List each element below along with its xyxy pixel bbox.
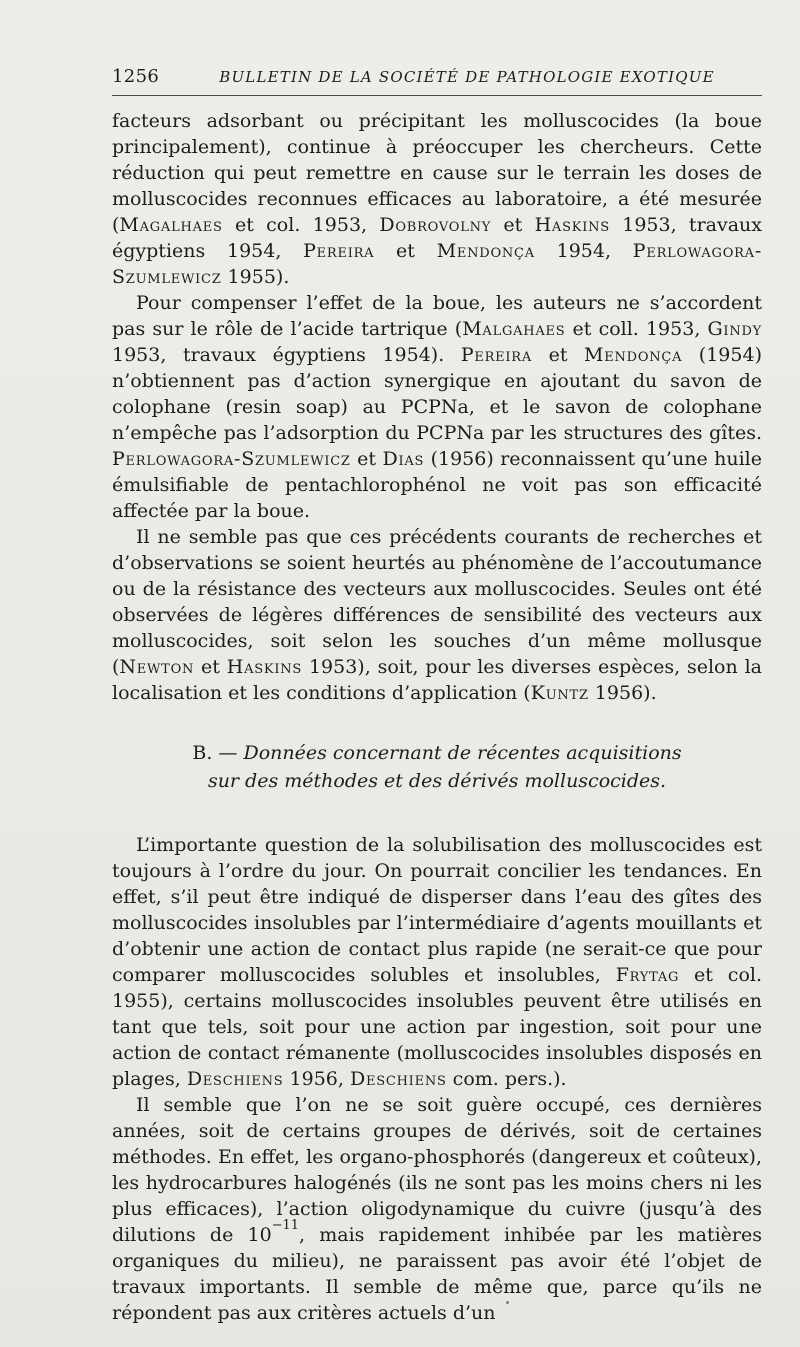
author-name: Pereira: [460, 344, 532, 366]
author-name: Mendonça: [436, 240, 535, 262]
exponent: −11: [271, 1218, 299, 1234]
section-title-line-1: Données concernant de récentes acquisitions: [243, 742, 682, 764]
paragraph-3: Il ne semble pas que ces précédents courants de recherches et d’observations se soient heurtés au phénomène de l’accoutumance ou de la résistance des vecteurs aux molluscocides. Seules ont été observées de légères différences de sensibilité des vecteurs aux molluscocides, soit selon les souches d’un même mollusque (Newton et Haskins 1953), soit, pour les diverses espèces, selon la localisation et les conditions d’application (Kuntz 1956).: [112, 526, 762, 704]
section-title-line-2: sur des méthodes et des dérivés molluscocides.: [207, 770, 667, 792]
author-name: Newton: [119, 656, 195, 678]
author-name: Malgahaes: [462, 318, 566, 340]
author-name: Haskins: [226, 656, 303, 678]
section-heading-b: [112, 740, 762, 794]
paragraph-1: facteurs adsorbant ou précipitant les molluscocides (la boue principalement), continue à préoccuper les chercheurs. Cette réduction qui peut remettre en cause sur le terrain les doses de molluscocides reconnues efficaces au laboratoire, a été mesurée (Magalhaes et col. 1953, Dobrovolny et Haskins 1953, travaux égyptiens 1954, Pereira et Mendonça 1954, Perlowagora-Szumlewicz 1955).: [112, 110, 762, 288]
author-name: Deschiens: [186, 1068, 284, 1090]
author-name: Dias: [382, 448, 425, 470]
author-name: Dobrovolny: [379, 214, 492, 236]
section-dash: —: [212, 742, 244, 764]
journal-title: BULLETIN DE LA SOCIÉTÉ DE PATHOLOGIE EXOTIQUE: [219, 68, 715, 86]
author-name: Pereira: [303, 240, 375, 262]
author-name: Kuntz: [530, 682, 589, 704]
article-body: [112, 108, 762, 1326]
author-name: Perlowagora-Szumlewicz: [112, 448, 351, 470]
section-letter: B.: [192, 742, 213, 764]
author-name: Deschiens: [349, 1068, 447, 1090]
page-mark-dot: [506, 1301, 509, 1304]
author-name: Mendonça: [584, 344, 683, 366]
author-name: Haskins: [534, 214, 610, 236]
author-name: Perlowagora-Szumlewicz: [112, 240, 762, 288]
running-head: [112, 66, 762, 96]
author-name: Magalhaes: [119, 214, 223, 236]
author-name: Frytag: [615, 964, 680, 986]
page-number: 1256: [112, 66, 160, 87]
author-name: Gindy: [707, 318, 762, 340]
paragraph-4: L’importante question de la solubilisation des molluscocides est toujours à l’ordre du jour. On pourrait concilier les tendances. En effet, s’il peut être indiqué de disperser dans l’eau des gîtes des molluscocides insolubles par l’intermédiaire d’agents mouillants et d’obtenir une action de contact plus rapide (ne serait-ce que pour comparer molluscocides solubles et insolubles, Frytag et col. 1955), certains molluscocides insolubles peuvent être utilisés en tant que tels, soit pour une action par ingestion, soit pour une action de contact rémanente (molluscocides insolubles disposés en plages, Deschiens 1956, Deschiens com. pers.).: [112, 834, 763, 1090]
paragraph-5: Il semble que l’on ne se soit guère occupé, ces dernières années, soit de certains groupes de dérivés, soit de certaines méthodes. En effet, les organo-phosphorés (dangereux et coûteux), les hydrocarbures halogénés (ils ne sont pas les moins chers ni les plus efficaces), l’action oligodynamique du cuivre (jusqu’à des dilutions de $10^{-11}$, mais rapidement inhibée par les matières organiques du milieu), ne paraissent pas avoir été l’objet de travaux importants. Il semble de même que, parce qu’ils ne répondent pas aux critères actuels d’un: [112, 1094, 762, 1324]
paragraph-2: Pour compenser l’effet de la boue, les auteurs ne s’accordent pas sur le rôle de l’acide tartrique (Malgahaes et coll. 1953, Gindy 1953, travaux égyptiens 1954). Pereira et Mendonça (1954) n’obtiennent pas d’action synergique en ajoutant du savon de colophane (resin soap) au PCPNa, et le savon de colophane n’empêche pas l’adsorption du PCPNa par les structures des gîtes. Perlowagora-Szumlewicz et Dias (1956) reconnaissent qu’une huile émulsifiable de pentachlorophénol ne voit pas son efficacité affectée par la boue.: [112, 292, 762, 522]
